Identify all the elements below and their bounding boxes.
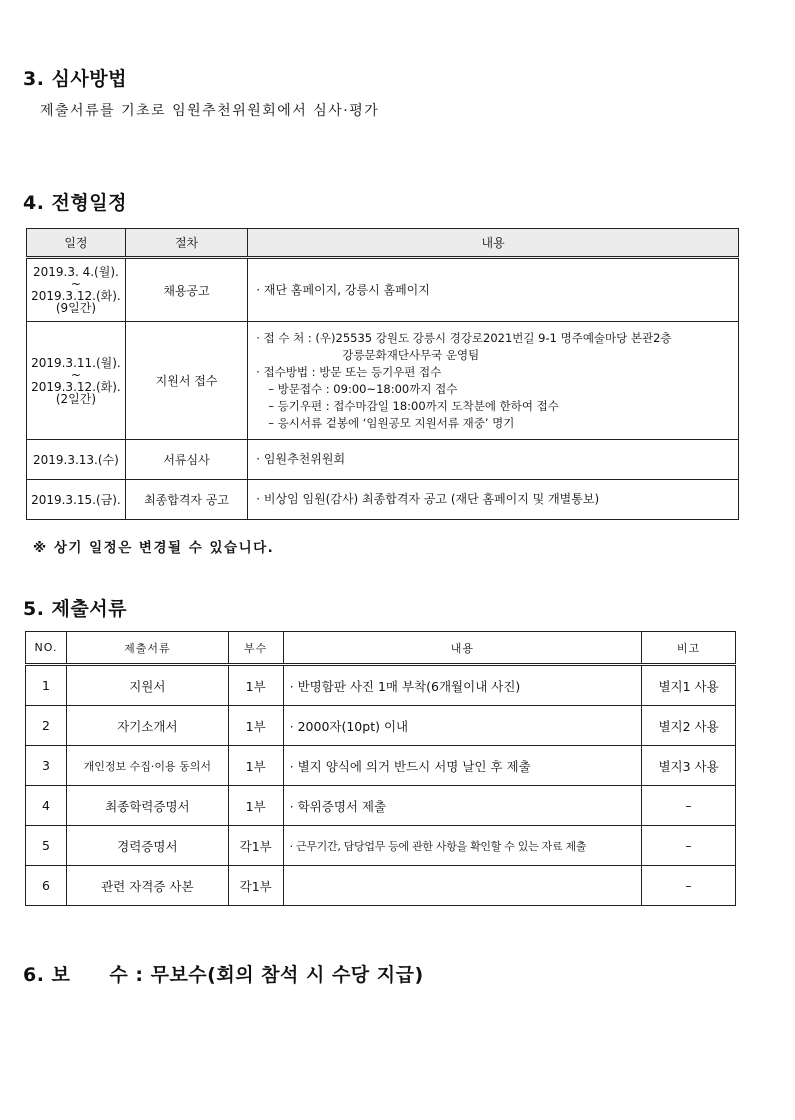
schedule-header-row: [27, 229, 739, 258]
documents-table: [25, 631, 736, 906]
doc-qty: 1부: [228, 786, 283, 826]
doc-note: 별지2 사용: [642, 706, 736, 746]
detail-line: · 재단 홈페이지, 강릉시 홈페이지: [256, 282, 430, 297]
detail-line: – 방문접수 : 09:00~18:00까지 접수: [268, 381, 458, 396]
doc-name: 자기소개서: [66, 706, 228, 746]
header-document: 제출서류: [66, 632, 228, 665]
doc-qty: 1부: [228, 706, 283, 746]
detail-line: · 접수방법 : 방문 또는 등기우편 접수: [256, 364, 442, 379]
date-line: (2일간): [55, 391, 96, 406]
schedule-date: 2019.3.13.(수): [27, 440, 126, 480]
doc-no: 5: [26, 826, 67, 866]
detail-line: · 접 수 처 : (우)25535 강원도 강릉시 경강로2021번길 9-1 명주예술마당 본관2층: [256, 330, 672, 345]
doc-qty: 각1부: [228, 866, 283, 906]
doc-no: 2: [26, 706, 67, 746]
schedule-row: [27, 440, 739, 480]
schedule-date: 2019.3.15.(금).: [27, 480, 126, 520]
header-date: 일정: [27, 229, 126, 258]
documents-header-row: [26, 632, 736, 665]
doc-qty: 각1부: [228, 826, 283, 866]
doc-no: 3: [26, 746, 67, 786]
table-row: [26, 746, 736, 786]
schedule-step: 최종합격자 공고: [125, 480, 247, 520]
detail-line: · 비상임 임원(감사) 최종합격자 공고 (재단 홈페이지 및 개별통보): [256, 492, 600, 506]
detail-line: – 등기우편 : 접수마감일 18:00까지 도착분에 한하여 접수: [268, 398, 559, 413]
section-6-title: 6. 보 수 : 무보수(회의 참석 시 수당 지급): [23, 964, 424, 986]
schedule-row: [27, 480, 739, 520]
table-row: [26, 786, 736, 826]
doc-qty: 1부: [228, 665, 283, 706]
schedule-row: [27, 322, 739, 440]
doc-content: · 학위증명서 제출: [283, 786, 641, 826]
doc-name: 최종학력증명서: [66, 786, 228, 826]
date-line: (9일간): [55, 301, 96, 315]
date-line: 2019.3.12.(화).: [31, 379, 121, 394]
table-row: [26, 826, 736, 866]
doc-name: 지원서: [66, 665, 228, 706]
header-no: NO.: [26, 632, 67, 665]
header-note: 비고: [642, 632, 736, 665]
schedule-step: 지원서 접수: [125, 322, 247, 440]
schedule-detail: [248, 480, 739, 520]
table-row: [26, 706, 736, 746]
schedule-step: 채용공고: [125, 258, 247, 322]
section-4-title: 4. 전형일정: [23, 192, 127, 214]
date-line: 2019.3.11.(월).: [31, 355, 121, 370]
date-line: 2019.3.12.(화).: [31, 289, 121, 303]
schedule-date: [27, 322, 126, 440]
doc-note: –: [642, 786, 736, 826]
header-content: 내용: [248, 229, 739, 258]
detail-line: · 임원추천위원회: [256, 452, 346, 466]
date-line: 2019.3. 4.(월).: [32, 265, 119, 279]
doc-content: [283, 866, 641, 906]
doc-note: 별지1 사용: [642, 665, 736, 706]
doc-content: · 근무기간, 담당업무 등에 관한 사항을 확인할 수 있는 자료 제출: [283, 826, 641, 866]
schedule-detail: [248, 440, 739, 480]
doc-qty: 1부: [228, 746, 283, 786]
doc-name: 관련 자격증 사본: [66, 866, 228, 906]
schedule-table: [26, 228, 739, 520]
schedule-note: ※ 상기 일정은 변경될 수 있습니다.: [33, 540, 275, 556]
header-step: 절차: [125, 229, 247, 258]
section-5-title: 5. 제출서류: [23, 598, 127, 620]
table-row: [26, 866, 736, 906]
doc-content: · 별지 양식에 의거 반드시 서명 날인 후 제출: [283, 746, 641, 786]
doc-no: 4: [26, 786, 67, 826]
schedule-detail: [248, 322, 739, 440]
detail-line: 강릉문화재단사무국 운영팀: [342, 347, 480, 362]
doc-note: –: [642, 866, 736, 906]
doc-note: –: [642, 826, 736, 866]
doc-note: 별지3 사용: [642, 746, 736, 786]
section-3-body: 제출서류를 기초로 임원추천위원회에서 심사·평가: [40, 103, 380, 119]
header-content: 내용: [283, 632, 641, 665]
doc-content: · 반명함판 사진 1매 부착(6개월이내 사진): [283, 665, 641, 706]
doc-no: 1: [26, 665, 67, 706]
schedule-row: [27, 258, 739, 322]
section-3-title: 3. 심사방법: [23, 68, 127, 90]
date-line: ~: [70, 367, 81, 382]
schedule-date: [27, 258, 126, 322]
doc-name: 경력증명서: [66, 826, 228, 866]
header-quantity: 부수: [228, 632, 283, 665]
detail-line: – 응시서류 겉봉에 ‘임원공모 지원서류 재중’ 명기: [268, 415, 515, 430]
doc-content: · 2000자(10pt) 이내: [283, 706, 641, 746]
table-row: [26, 665, 736, 706]
date-line: ~: [70, 277, 81, 291]
doc-no: 6: [26, 866, 67, 906]
schedule-detail: [248, 258, 739, 322]
schedule-step: 서류심사: [125, 440, 247, 480]
doc-name: 개인정보 수집·이용 동의서: [66, 746, 228, 786]
